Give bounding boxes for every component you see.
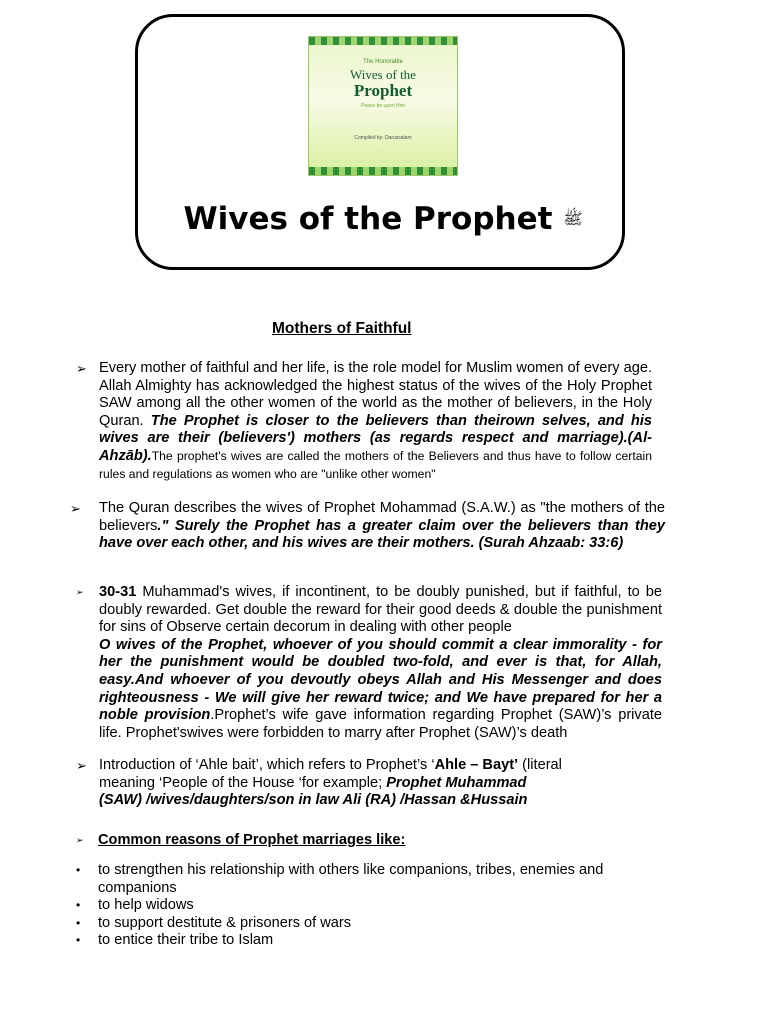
page-title-text: Wives of the Prophet bbox=[183, 201, 553, 237]
paragraph-2 bbox=[99, 500, 665, 553]
honorific-symbol: ﷺ bbox=[563, 209, 583, 228]
p2-quote: ." Surely the Prophet has a greater claim over the believers than they have over each other, and his wives are their mothers. (Surah Ahzaab: 33:6) bbox=[99, 517, 665, 552]
p4-text-2: (literal meaning ‘People of the House ‘for example; bbox=[99, 757, 562, 791]
bullet-icon: • bbox=[76, 863, 81, 877]
arrow-bullet-icon: ➢ bbox=[76, 361, 87, 376]
list-item bbox=[76, 897, 676, 915]
p3-verse-number: 30-31 bbox=[99, 584, 137, 600]
p1-text: Every mother of faithful and her life, is the role model for Muslim women of every age. Allah Almighty has acknowledged the highest status of the wives of the Holy Prophet SAW among all the other women of the world as the mother of believers, in the Holy Quran. bbox=[99, 360, 652, 429]
arrow-bullet-icon: ➢ bbox=[76, 587, 84, 597]
p1-text-2: The prophet's wives are called the mothers of the Believers and thus have to follow certain rules and regulations as women who are "unlike other women" bbox=[99, 448, 652, 481]
p4-ahle-bayt: Ahle – Bayt’ bbox=[434, 757, 519, 773]
p3-text: Muhammad's wives, if incontinent, to be doubly punished, but if faithful, to be doubly rewarded. Get double the reward for their good deeds & double the punishment for sins of Observe certain decorum in dealing with other people bbox=[99, 584, 662, 636]
p2-text: The Quran describes the wives of Prophet Mohammad (S.A.W.) as "the mothers of the believers bbox=[99, 500, 665, 534]
bullet-icon: • bbox=[76, 933, 81, 948]
p4-text: Introduction of ‘Ahle bait’, which refers to Prophet’s ‘ bbox=[99, 757, 435, 773]
cover-line-4: Peace be upon Him bbox=[361, 103, 405, 109]
p4-example-2: (SAW) /wives/daughters/son in law Ali (RA) /Hassan &Hussain bbox=[99, 792, 528, 809]
book-cover-image bbox=[308, 36, 458, 176]
arrow-bullet-icon: ➢ bbox=[70, 501, 81, 516]
list-item bbox=[76, 932, 676, 950]
p1-quote: The Prophet is closer to the believers than theirown selves, and his wives are their (believers') mothers (as regards respect and marriage).(Al-Ahzāb). bbox=[99, 412, 652, 464]
reasons-heading: Common reasons of Prophet marriages like: bbox=[98, 832, 406, 848]
title-card bbox=[135, 14, 625, 270]
page-title bbox=[138, 201, 628, 237]
bullet-icon: • bbox=[76, 915, 81, 930]
paragraph-3 bbox=[99, 584, 662, 742]
p3-quote: O wives of the Prophet, whoever of you should commit a clear immorality - for her the punishment would be doubled two-fold, and ever is that, for Allah, easy.And whoever of you devoutly obeys Allah and His Messenger and does righteousness - We will give her reward twice; and We have prepared for her a noble provision bbox=[99, 636, 662, 724]
list-item-text: to support destitute & prisoners of wars bbox=[98, 914, 352, 931]
arrow-bullet-icon: ➢ bbox=[76, 835, 84, 845]
list-item bbox=[76, 915, 676, 933]
p4-example-1: Prophet Muhammad bbox=[386, 774, 527, 791]
arrow-bullet-icon: ➢ bbox=[76, 758, 87, 773]
p3-text-2: .Prophet’s wife gave information regarding Prophet (SAW)’s private life. Prophet'swives were forbidden to marry after Prophet (SAW)’s death bbox=[99, 707, 663, 741]
section-heading: Mothers of Faithful bbox=[272, 320, 412, 337]
cover-line-1: The Honorable bbox=[363, 59, 403, 65]
bullet-icon: • bbox=[76, 898, 81, 913]
cover-line-2: Wives of the bbox=[350, 67, 416, 82]
cover-bottom-border bbox=[309, 167, 457, 175]
paragraph-4 bbox=[99, 757, 609, 810]
paragraph-1 bbox=[99, 360, 652, 483]
cover-line-3: Prophet bbox=[353, 81, 413, 100]
list-item-text: to strengthen his relationship with others like companions, tribes, enemies and companions bbox=[98, 862, 604, 896]
cover-line-5: Compiled by: Darussalam bbox=[354, 135, 412, 141]
list-item-text: to help widows bbox=[98, 897, 194, 914]
reasons-list bbox=[76, 862, 676, 950]
list-item bbox=[76, 862, 676, 897]
cover-top-border bbox=[309, 37, 457, 45]
list-item-text: to entice their tribe to Islam bbox=[98, 932, 274, 949]
